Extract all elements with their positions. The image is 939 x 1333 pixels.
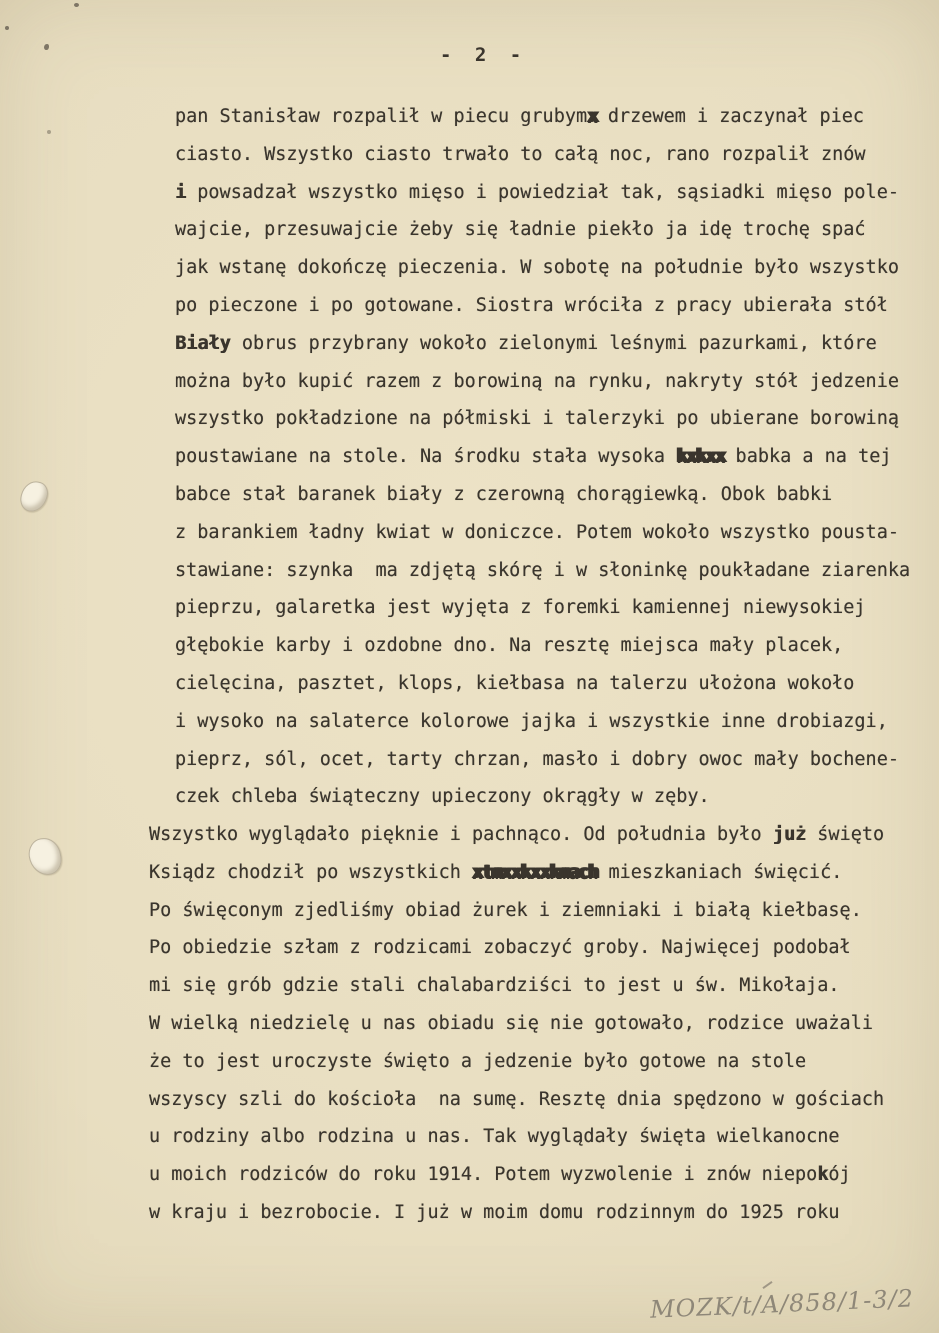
text-line: pieprzu, galaretka jest wyjęta z foremki kamiennej niewysokiej — [175, 597, 866, 619]
text-line: czek chleba świąteczny upieczony okrągły w zęby. — [175, 786, 710, 808]
text-line: w kraju i bezrobocie. I już w moim domu rodzinnym do 1925 roku — [149, 1201, 840, 1223]
overtyped-word: już — [772, 824, 807, 845]
text-line: Po obiedzie szłam z rodzicami zobaczyć groby. Najwięcej podobał — [149, 937, 851, 959]
text-line: po pieczone i po gotowane. Siostra wróciła z pracy ubierała stół — [175, 294, 888, 316]
text-line: Biały obrus przybrany wokoło zielonymi leśnymi pazurkami, które — [175, 332, 877, 354]
text-line: pieprz, sól, ocet, tarty chrzan, masło i dobry owoc mały bochene- — [175, 748, 899, 770]
overtyped-word: Biały — [175, 332, 231, 354]
paper-speck — [5, 26, 9, 30]
paper-hole — [18, 478, 51, 514]
text-line: pan Stanisław rozpalił w piecu grubymx drzewem i zaczynał piec — [175, 106, 865, 127]
text-line: u rodziny albo rodzina u nas. Tak wyglądały święta wielkanocne — [149, 1126, 840, 1148]
paper-speck — [44, 44, 49, 50]
pencil-mark — [762, 1281, 772, 1289]
text-line: z barankiem ładny kwiat w doniczce. Potem wokoło wszystko pousta- — [175, 521, 899, 543]
text-line: u moich rodziców do roku 1914. Potem wyzwolenie i znów niepokój — [149, 1164, 851, 1186]
overtyped-crossed-out-word: x — [587, 106, 597, 127]
text-line: można było kupić razem z borowiną na rynku, nakryty stół jedzenie — [175, 370, 899, 392]
overtyped-word: k — [817, 1164, 829, 1186]
text-line: cielęcina, pasztet, klops, kiełbasa na talerzu ułożona wokoło — [175, 672, 855, 694]
paper-speck — [74, 3, 79, 7]
text-line: poustawiane na stole. Na środku stała wysoka kxkxx babka a na tej — [175, 446, 892, 468]
overtyped-crossed-out-word: xtmxxkxxkmach — [472, 861, 598, 883]
text-line: i powsadzał wszystko mięso i powiedział tak, sąsiadki mięso pole- — [175, 181, 899, 203]
text-line: ciasto. Wszystko ciasto trwało to całą noc, rano rozpalił znów — [175, 143, 866, 165]
text-line: mi się grób gdzie stali chalabardziści to jest u św. Mikołaja. — [149, 975, 840, 997]
paper-hole — [27, 836, 64, 877]
typewritten-paragraph-2 — [149, 816, 884, 1232]
text-line: Po święconym zjedliśmy obiad żurek i ziemniaki i białą kiełbasę. — [149, 899, 862, 921]
text-line: wszystko pokładzione na półmiski i talerzyki po ubierane borowiną — [175, 408, 899, 430]
text-line: że to jest uroczyste święto a jedzenie było gotowe na stole — [149, 1050, 807, 1072]
text-line: Ksiądz chodził po wszystkich xtmxxkxxkmach mieszkaniach święcić. — [149, 861, 843, 883]
page-number: - 2 - — [440, 44, 528, 66]
text-line: wajcie, przesuwajcie żeby się ładnie piekło ja idę trochę spać — [175, 219, 866, 241]
text-line: Wszystko wyglądało pięknie i pachnąco. Od południa było już święto — [149, 824, 885, 845]
text-line: wszyscy szli do kościoła na sumę. Resztę dnia spędzono w gościach — [149, 1088, 885, 1110]
text-line: jak wstanę dokończę pieczenia. W sobotę na południe było wszystko — [175, 257, 899, 279]
text-line: i wysoko na salaterce kolorowe jajka i wszystkie inne drobiazgi, — [175, 710, 888, 732]
overtyped-word: i — [175, 181, 187, 203]
text-line: babce stał baranek biały z czerowną chorągiewką. Obok babki — [175, 483, 833, 505]
archive-reference-handwriting: MOZK/t/A/858/1-3/2 — [649, 1284, 915, 1324]
typewritten-paragraph-1 — [175, 98, 910, 816]
text-line: głębokie karby i ozdobne dno. Na resztę miejsca mały placek, — [175, 635, 844, 657]
text-line: stawiane: szynka ma zdjętą skórę i w słoninkę poukładane ziarenka — [175, 559, 911, 581]
paper-speck — [47, 130, 51, 134]
text-line: W wielką niedzielę u nas obiadu się nie gotowało, rodzice uważali — [149, 1012, 873, 1034]
overtyped-crossed-out-word: kxkxx — [676, 446, 725, 468]
